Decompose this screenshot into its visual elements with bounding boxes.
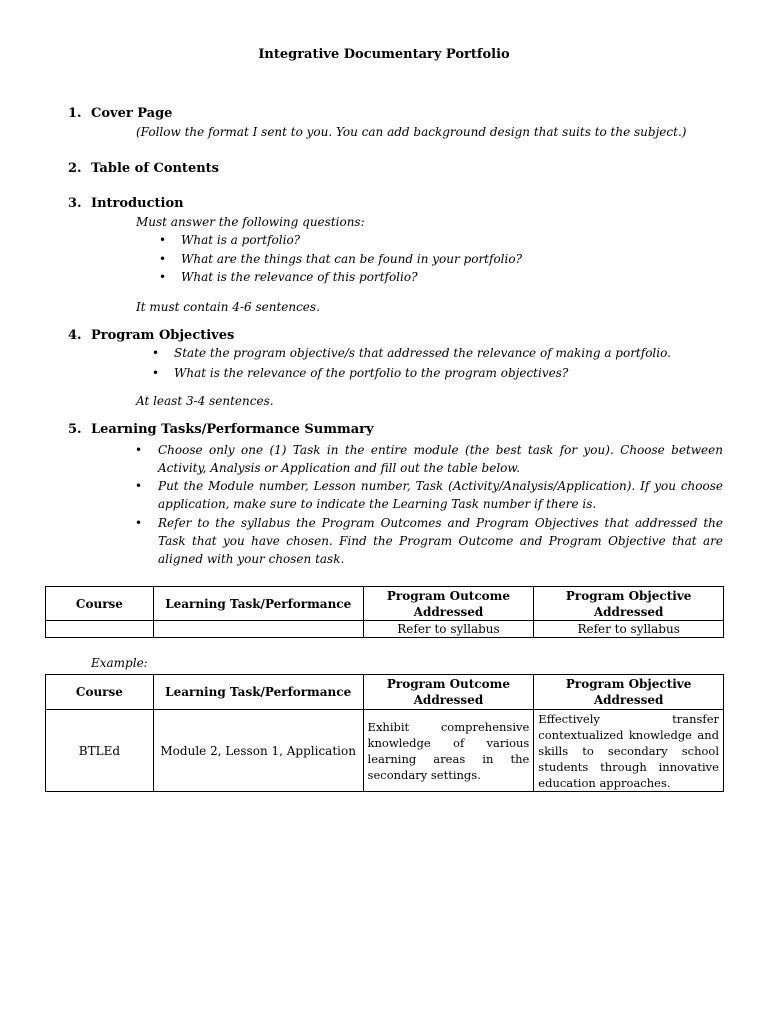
section-label: Table of Contents xyxy=(91,161,219,176)
column-header: Program Objective Addressed xyxy=(534,675,724,710)
column-header: Learning Task/Performance xyxy=(153,587,363,621)
section-introduction xyxy=(68,196,184,211)
section-label: Cover Page xyxy=(91,106,173,121)
section-label: Program Objectives xyxy=(91,328,235,343)
table-cell: Exhibit comprehensive knowledge of various learning areas in the secondary settings. xyxy=(363,710,534,792)
column-header: Program Outcome Addressed xyxy=(363,587,534,621)
section-table-of-contents xyxy=(68,161,219,176)
column-header: Learning Task/Performance xyxy=(153,675,363,710)
table-cell xyxy=(153,621,363,638)
column-header: Course xyxy=(46,587,154,621)
task-summary-table xyxy=(45,586,724,638)
section-cover-page xyxy=(68,106,172,121)
section-number: 3. xyxy=(68,196,82,211)
introduction-requirement: It must contain 4-6 sentences. xyxy=(136,300,320,314)
example-table xyxy=(45,674,724,792)
example-label: Example: xyxy=(91,656,148,670)
table-cell: Effectively transfer contextualized knowledge and skills to secondary school students through innovative education approaches. xyxy=(534,710,724,792)
table-cell xyxy=(46,621,154,638)
list-item: • What are the things that can be found in your portfolio? xyxy=(159,252,523,266)
table-header-row xyxy=(46,587,724,621)
list-item: • Put the Module number, Lesson number, Task (Activity/Analysis/Application). If you choose application, make sure to indicate the Learning Task number if there is. xyxy=(135,479,723,511)
table-cell: Module 2, Lesson 1, Application xyxy=(153,710,363,792)
section-learning-tasks xyxy=(68,422,374,437)
list-item: • State the program objective/s that addressed the relevance of making a portfolio. xyxy=(152,346,671,360)
section-number: 1. xyxy=(68,106,82,121)
list-item: • What is the relevance of the portfolio to the program objectives? xyxy=(152,366,569,380)
table-header-row xyxy=(46,675,724,710)
list-item: • Refer to the syllabus the Program Outcomes and Program Objectives that addressed the Task that you have chosen. Find the Program Outcome and Program Objective that are aligned with your chosen task. xyxy=(135,516,723,566)
column-header: Program Outcome Addressed xyxy=(363,675,534,710)
introduction-prompt: Must answer the following questions: xyxy=(136,215,365,229)
section-number: 2. xyxy=(68,161,82,176)
section-label: Learning Tasks/Performance Summary xyxy=(91,422,374,437)
section-label: Introduction xyxy=(91,196,184,211)
table-cell: Refer to syllabus xyxy=(534,621,724,638)
objectives-requirement: At least 3-4 sentences. xyxy=(136,394,274,408)
list-item: • Choose only one (1) Task in the entire module (the best task for you). Choose between Activity, Analysis or Application and fill out the table below. xyxy=(135,443,723,475)
section-number: 5. xyxy=(68,422,82,437)
section-number: 4. xyxy=(68,328,82,343)
section-program-objectives xyxy=(68,328,234,343)
column-header: Course xyxy=(46,675,154,710)
table-cell: Refer to syllabus xyxy=(363,621,534,638)
list-item: • What is the relevance of this portfolio? xyxy=(159,270,418,284)
column-header: Program Objective Addressed xyxy=(534,587,724,621)
table-row xyxy=(46,621,724,638)
list-item: • What is a portfolio? xyxy=(159,233,301,247)
cover-page-note: (Follow the format I sent to you. You can add background design that suits to the subject.) xyxy=(136,125,687,139)
table-row xyxy=(46,710,724,792)
document-title: Integrative Documentary Portfolio xyxy=(258,47,510,62)
table-cell: BTLEd xyxy=(46,710,154,792)
